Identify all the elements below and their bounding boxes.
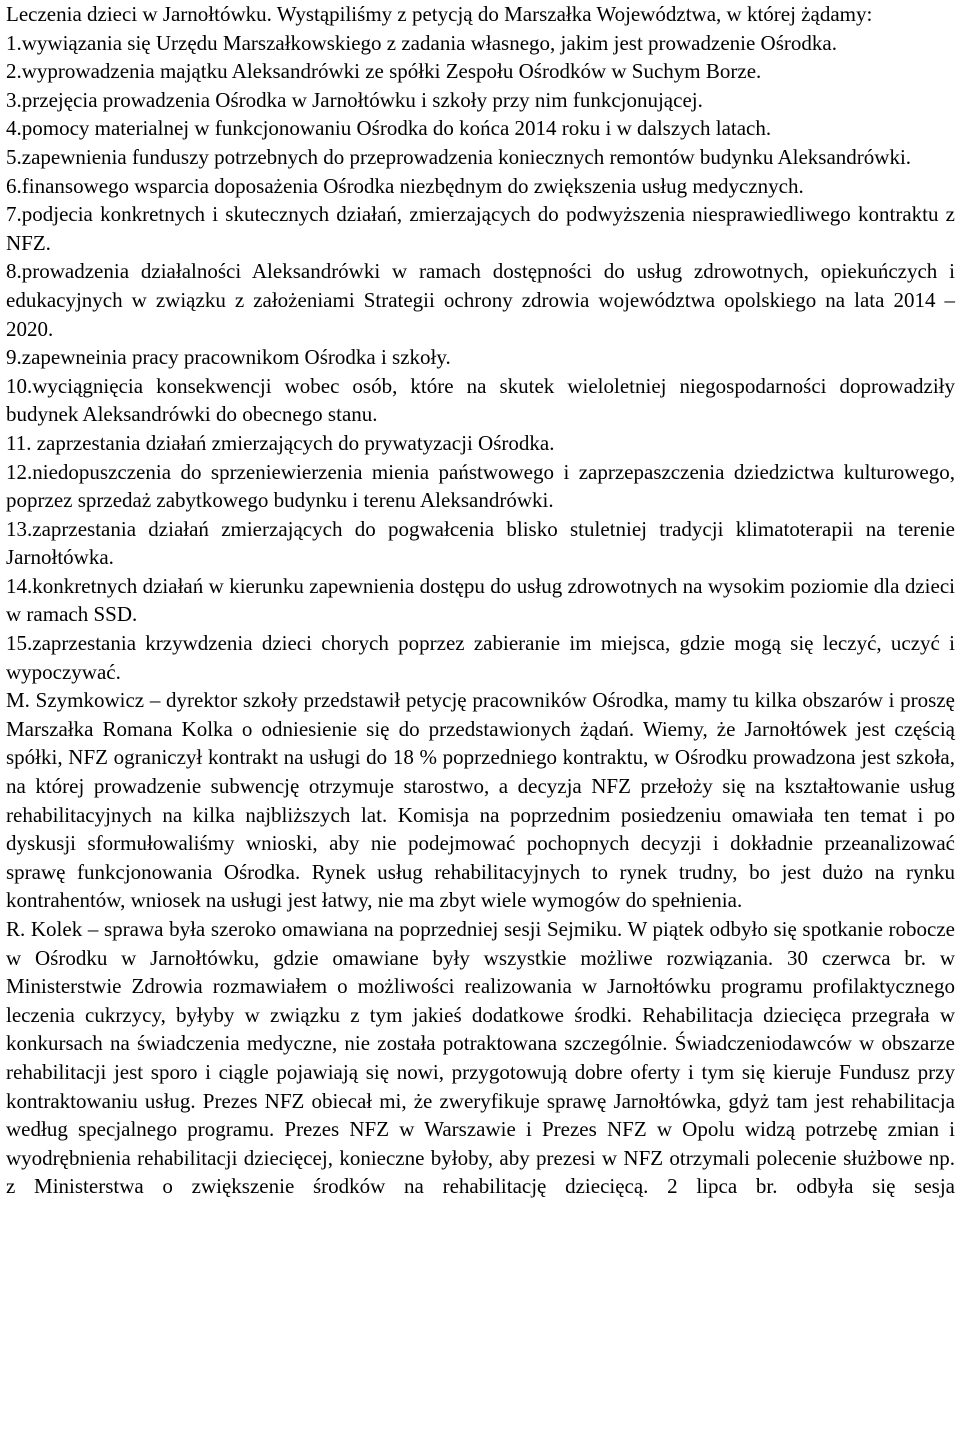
list-item-9: 9.zapewneinia pracy pracownikom Ośrodka i szkoły.	[6, 345, 451, 370]
list-item-14: 14.konkretnych działań w kierunku zapewnienia dostępu do usług zdrowotnych na wysokim poziomie dla dzieci w ramach SSD.	[6, 573, 955, 627]
list-item-15: 15.zaprzestania krzywdzenia dzieci chorych poprzez zabieranie im miejsca, gdzie mogą się leczyć, uczyć i wypoczywać.	[6, 631, 955, 684]
document-page	[6, 0, 955, 1201]
list-item-7: 7.podjecia konkretnych i skutecznych działań, zmierzających do podwyższenia niesprawiedliwego kontraktu z NFZ.	[6, 202, 955, 255]
list-item-4: 4.pomocy materialnej w funkcjonowaniu Ośrodka do końca 2014 roku i w dalszych latach.	[6, 116, 772, 141]
list-item-13: 13.zaprzestania działań zmierzających do pogwałcenia blisko stuletniej tradycji klimatoterapii na terenie Jarnołtówka.	[6, 516, 955, 570]
paragraph-intro: Leczenia dzieci w Jarnołtówku. Wystąpiliśmy z petycją do Marszałka Województwa, w której żądamy:	[6, 2, 873, 26]
list-item-11: 11. zaprzestania działań zmierzających do prywatyzacji Ośrodka.	[6, 430, 555, 455]
list-item-12: 12.niedopuszczenia do sprzeniewierzenia mienia państwowego i zaprzepaszczenia dziedzictwa kulturowego, poprzez sprzedaż zabytkowego budynku i terenu Aleksandrówki.	[6, 459, 955, 513]
list-item-2: 2.wyprowadzenia majątku Aleksandrówki ze spółki Zespołu Ośrodków w Suchym Borze.	[6, 59, 762, 84]
list-item-1: 1.wywiązania się Urzędu Marszałkowskiego z zadania własnego, jakim jest prowadzenie Ośrodka.	[6, 30, 837, 55]
list-item-10: 10.wyciągnięcia konsekwencji wobec osób, które na skutek wieloletniej niegospodarności doprowadziły budynek Aleksandrówki do obecnego stanu.	[6, 373, 955, 427]
list-item-5: 5.zapewnienia funduszy potrzebnych do przeprowadzenia koniecznych remontów budynku Aleksandrówki.	[6, 144, 912, 169]
list-item-3: 3.przejęcia prowadzenia Ośrodka w Jarnołtówku i szkoły przy nim funkcjonującej.	[6, 87, 703, 112]
list-item-8: 8.prowadzenia działalności Aleksandrówki w ramach dostępności do usług zdrowotnych, opiekuńczych i edukacyjnych w związku z założeniami Strategii ochrony zdrowia województwa opolskiego na lata 2014 – 2020.	[6, 259, 955, 341]
paragraph-szymkowicz: M. Szymkowicz – dyrektor szkoły przedstawił petycję pracowników Ośrodka, mamy tu kilka obszarów i proszę Marszałka Romana Kolka o odniesienie się do przedstawionych żądań. Wiemy, że Jarnołtówek jest częścią spółki, NFZ ograniczył kontrakt na usługi do 18 % poprzedniego kontraktu, w Ośrodku prowadzona jest szkoła, na której prowadzenie subwencję otrzymuje starostwo, a decyzja NFZ przełoży się na kształtowanie usług rehabilitacyjnych na kilka najbliższych lat. Komisja na poprzednim posiedzeniu omawiała ten temat i po dyskusji sformułowaliśmy wnioski, aby nie podejmować pochopnych decyzji i dokładnie przeanalizować sprawę funkcjonowania Ośrodka. Rynek usług rehabilitacyjnych to rynek trudny, bo jest dużo na rynku kontrahentów, wniosek na usługi jest łatwy, nie ma zbyt wiele wymogów do spełnienia.	[6, 688, 955, 913]
paragraph-kolek: R. Kolek – sprawa była szeroko omawiana na poprzedniej sesji Sejmiku. W piątek odbyło się spotkanie robocze w Ośrodku w Jarnołtówku, gdzie omawiane były wszystkie możliwe rozwiązania. 30 czerwca br. w Ministerstwie Zdrowia rozmawiałem o możliwości realizowania w Jarnołtówku programu profilaktycznego leczenia cukrzycy, byłyby w związku z tym jakieś dodatkowe środki. Rehabilitacja dziecięca przegrała w konkursach na świadczenia medyczne, nie została potraktowana szczególnie. Świadczeniodawców w obszarze rehabilitacji jest sporo i ciągle pojawiają się nowi, przygotowują dobre oferty i tym się kieruje Fundusz przy kontraktowaniu usług. Prezes NFZ obiecał mi, że zweryfikuje sprawę Jarnołtówka, gdyż tam jest rehabilitacja według specjalnego programu. Prezes NFZ w Warszawie i Prezes NFZ w Opolu widzą potrzebę zmian i wyodrębnienia rehabilitacji dziecięcej, konieczne byłoby, aby prezesi w NFZ otrzymali polecenie służbowe np. z Ministerstwa o zwiększenie środków na rehabilitację dziecięcą. 2 lipca br. odbyła się sesja	[6, 917, 955, 1199]
list-item-6: 6.finansowego wsparcia doposażenia Ośrodka niezbędnym do zwiększenia usług medycznych.	[6, 173, 804, 198]
